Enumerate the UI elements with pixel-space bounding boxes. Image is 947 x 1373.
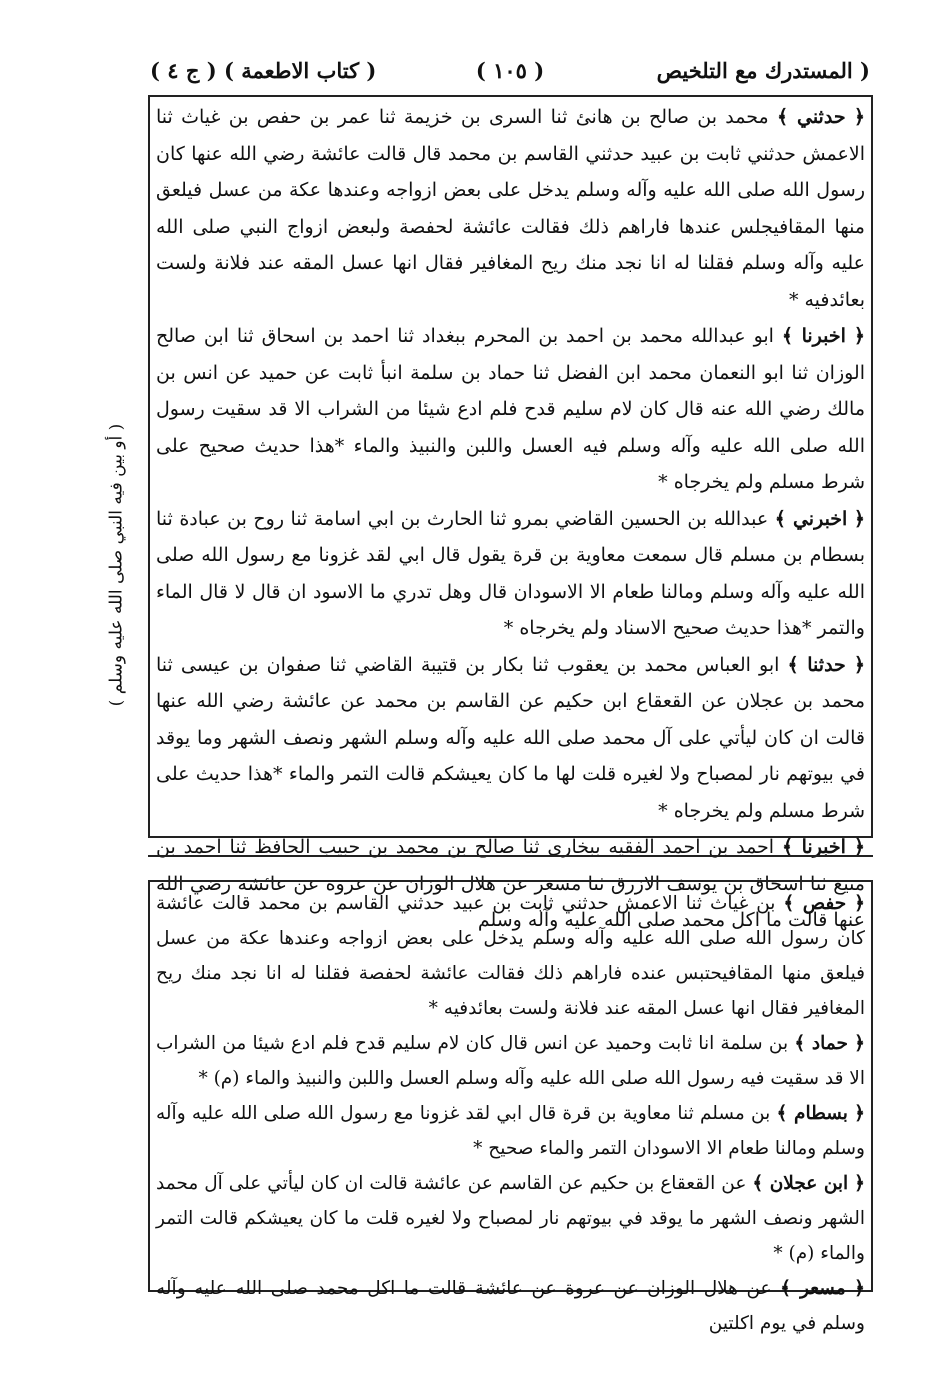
separator-rule <box>148 855 873 857</box>
summary-frame <box>148 880 873 1334</box>
page-header <box>150 52 870 92</box>
narrator-label: اخبرنا ﴾ <box>781 325 846 347</box>
open-bracket: ﴿ <box>853 653 866 676</box>
open-bracket: ﴿ <box>854 1278 866 1299</box>
page-number: ( ١٠٥ ) <box>475 58 545 83</box>
hadith-paragraph <box>156 99 865 318</box>
summary-paragraph <box>156 1026 865 1096</box>
summary-text: بن سلمة انا ثابت وحميد عن انس قال كان لام سليم قدح فلم ادع شيئا من الشراب الا قد سقيت فيه رسول الله صلى الله عليه وآله وسلم العسل واللبن والنبيذ والماء (م) * <box>156 1033 865 1089</box>
summary-text: عن القعقاع بن حكيم عن القاسم عن عائشة قالت ان كان ليأتي على آل محمد الشهر ونصف الشهر ما يوقد في بيوتهم نار لمصباح ولا لغيره قلت ما كان يعيشكم قالت التمر والماء (م) * <box>156 1173 865 1264</box>
summary-paragraph <box>156 1271 865 1341</box>
summary-paragraph <box>156 1166 865 1271</box>
narrator-label: حماد ﴾ <box>794 1033 848 1054</box>
margin-annotation-text: ( أو بين فيه النبي صلى الله عليه وسلم ) <box>106 423 126 707</box>
open-bracket: ﴿ <box>853 836 865 858</box>
narrator-label: اخبرنا ﴾ <box>782 836 846 858</box>
open-bracket: ﴿ <box>854 1033 865 1054</box>
narrator-label: مسعر ﴾ <box>780 1278 846 1299</box>
hadith-text: احمد بن احمد الفقيه ببخارى ثنا صالح بن محمد بن حبيب الحافظ ثنا احمد بن منيع ثنا اسحاق بن يوسف الازرق ثنا مسعر عن هلال الوزان عن عروة عن عائشة رضي الله عنها قالت ما اكل محمد صلى الله عليه وآله وسلم <box>156 836 865 931</box>
hadith-paragraph <box>156 647 865 830</box>
narrator-label: اخبرني ﴾ <box>774 507 848 530</box>
main-text-frame <box>148 95 873 931</box>
summary-paragraph <box>156 886 865 1026</box>
narrator-label: حدثنا ﴾ <box>787 653 846 676</box>
narrator-label: حدثني ﴾ <box>776 106 846 128</box>
hadith-paragraph <box>156 501 865 647</box>
narrator-label: حفص ﴾ <box>783 893 847 914</box>
open-bracket: ﴿ <box>853 507 865 530</box>
hadith-text: ابو عبدالله محمد بن احمد بن المحرم ببغداد ثنا احمد بن اسحاق ثنا ابن صالح الوزان ثنا ابو النعمان محمد ابن الفضل ثنا حماد بن سلمة انبأ ثابت عن حميد عن انس بن مالك رضي الله عنه قال كان لام سليم قدح فلم ادع شيئا من الشراب الا قد سقيت رسول الله صلى الله عليه وآله وسلم فيه العسل واللبن والنبيذ والماء *هذا حديث صحيح على شرط مسلم ولم يخرجاه * <box>156 325 865 493</box>
open-bracket: ﴿ <box>854 893 865 914</box>
open-bracket: ﴿ <box>853 106 865 128</box>
summary-text: عن هلال الوزان عن عروة عن عائشة قالت ما اكل محمد صلى الله عليه وآله وسلم في يوم اكلتين <box>156 1278 865 1334</box>
hadith-text: محمد بن صالح بن هانئ ثنا السرى بن خزيمة ثنا عمر بن حفص بن غياث ثنا الاعمش حدثني ثابت بن عبيد حدثني القاسم بن محمد قال قالت عائشة رضي الله عنها كان رسول الله صلى الله عليه وآله وسلم يدخل على بعض ازواجه وعندها عكة من عسل فيلعق منها المقافيجلس عندها فاراهم ذلك فقالت عائشة لحفصة ولبعض ازواج النبي صلى الله عليه وآله وسلم فقلنا له انا نجد منك ريح المغافير فقال انها عسل المقه عند فلانة ولست بعائدفيه * <box>156 106 865 311</box>
open-bracket: ﴿ <box>854 1103 865 1124</box>
book-title: ( المستدرك مع التلخيص <box>656 58 870 83</box>
summary-text: بن غياث ثنا الاعمش حدثني ثابت بن عبيد حدثني القاسم بن محمد قالت عائشة كان رسول الله صلى الله عليه وآله وسلم يدخل على بعض ازواجه وعندها عكة من عسل فيلعق منها المقافيحتبس عنده فاراهم ذلك فقالت عائشة لحفصة فقلنا له انا نجد منك ريح المغافير فقال انها عسل المقه عند فلانة ولست بعائدفيه * <box>156 893 865 1019</box>
chapter-title: ( كتاب الاطعمة ) ( ج ٤ ) <box>150 58 377 83</box>
margin-annotation <box>96 423 136 707</box>
summary-paragraph <box>156 1096 865 1166</box>
open-bracket: ﴿ <box>853 325 865 347</box>
narrator-label: بسطام ﴾ <box>776 1103 848 1124</box>
hadith-paragraph <box>156 318 865 501</box>
hadith-text: عبدالله بن الحسين القاضي بمرو ثنا الحارث بن ابي اسامة ثنا روح بن عبادة ثنا بسطام بن مسلم قال سمعت معاوية بن قرة يقول قال ابي لقد غزونا مع رسول الله صلى الله عليه وآله وسلم ومالنا طعام الا الاسودان قال وهل تدري ما الاسود ان قال لا قال الماء والتمر *هذا حديث صحيح الاسناد ولم يخرجاه * <box>156 507 865 639</box>
narrator-label: ابن عجلان ﴾ <box>752 1173 849 1194</box>
summary-text: بن مسلم ثنا معاوية بن قرة قال ابي لقد غزونا مع رسول الله صلى الله عليه وآله وسلم ومالنا طعام الا الاسودان التمر والماء صحيح * <box>156 1103 865 1159</box>
hadith-text: ابو العباس محمد بن يعقوب ثنا بكار بن قتيبة القاضي ثنا صفوان بن عيسى ثنا محمد بن عجلان عن القعقاع ابن حكيم عن القاسم بن محمد عن عائشة رضي الله عنها قالت ان كان ليأتي على آل محمد صلى الله عليه وآله وسلم الشهر ونصف الشهر وما يوقد في بيوتهم نار لمصباح ولا لغيره قلت لها ما كان يعيشكم قالت التمر والماء *هذا حديث على شرط مسلم ولم يخرجاه * <box>156 653 865 822</box>
open-bracket: ﴿ <box>854 1173 866 1194</box>
